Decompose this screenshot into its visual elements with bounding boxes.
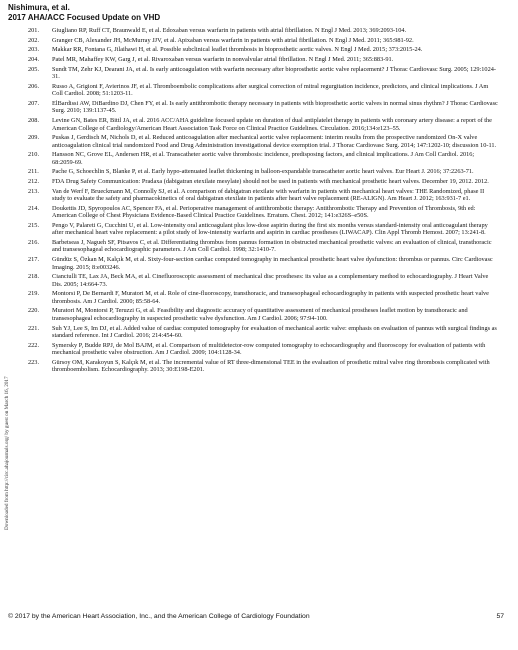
reference-item [28,66,498,81]
reference-item [28,46,498,53]
reference-text: Puskas J, Gerdisch M, Nichols D, et al. Reduced anticoagulation after mechanical aortic valve replacement: interim results from the prospective randomized On-X valve anticoagulation clinical trial randomized Food and Drug Administration investigational device exemption trial. J Thorac Cardiovasc Surg. 2014; 147:1202-10; discussion 10-11. [52,134,497,149]
reference-text: Patel MR, Mahaffey KW, Garg J, et al. Rivaroxaban versus warfarin in nonvalvular atrial fibrillation. N Engl J Med. 2011; 365:883-91. [52,56,394,64]
reference-number: 203. [28,46,40,54]
reference-number: 201. [28,27,40,34]
reference-item [28,307,498,322]
reference-item [28,117,498,132]
header-title: 2017 AHA/ACC Focused Update on VHD [8,13,161,22]
reference-item [28,342,498,357]
reference-item [28,239,498,254]
reference-number: 212. [28,178,40,186]
reference-text: FDA Drug Safety Communication: Pradaxa (dabigatran etexilate mesylate) should not be used in patients with mechanical prosthetic heart valves. December 19, 2012. 2012. [52,178,489,186]
reference-number: 217. [28,256,40,264]
reference-text: Hansson NC, Grove EL, Andersen HR, et al. Transcatheter aortic valve thrombosis: incidence, predisposing factors, and clinical implications. J Am Coll Cardiol. 2016; 68:2059-69. [52,151,475,166]
reference-text: Levine GN, Bates ER, Bittl JA, et al. 2016 ACC/AHA guideline focused update on duration of dual antiplatelet therapy in patients with coronary artery disease: a report of the American College of Cardiology/American Heart Association Task Force on Clinical Practice Guidelines. Circulation. 2016;134:e123–55. [52,117,492,132]
page-footer [8,613,504,620]
reference-item [28,37,498,44]
reference-number: 222. [28,341,40,349]
reference-text: Doukettis JD, Spyropoulos AC, Spencer FA, et al. Perioperative management of antithrombotic therapy: Antithrombotic Therapy and Prevention of Thrombosis, 9th ed: American College of Chest Physicians Evidence-Based Clinical Practice Guidelines. Erratum. Chest. 2012; 141:e326S–e50S. [52,204,476,220]
reference-item [28,56,498,63]
reference-item [28,178,498,185]
reference-item [28,27,498,34]
download-watermark [4,230,14,530]
reference-number: 214. [28,204,40,212]
reference-number: 202. [28,36,40,44]
reference-text: Gürsoy OM, Karakoyun S, Kalçık M, et al. The incremental value of RT three-dimensional TEE in the evaluation of prosthetic mitral valve ring thrombosis complicated with thromboembolism. Echocardiography. 2013; 30:E198-E201. [52,358,490,373]
reference-text: Suh YJ, Lee S, Im DJ, et al. Added value of cardiac computed tomography for evaluation of mechanical aortic valve: emphasis on evaluation of pannus with surgical findings as standard reference. Int J Cardiol. 2016; 214:454-60. [52,324,497,339]
reference-text: Russo A, Grigioni F, Avierinos JF, et al. Thromboembolic complications after surgical correction of mitral regurgitation incidence, predictors, and clinical implications. J Am Coll Cardiol. 2008; 51:1203-11. [52,83,489,98]
page-number: 57 [496,613,504,620]
reference-item [28,325,498,340]
reference-text: Sundt TM, Zehr KJ, Dearani JA, et al. Is early anticoagulation with warfarin necessary after bioprosthetic aortic valve replacement? J Thorac Cardiovasc Surg. 2005; 129:1024-31. [52,65,496,81]
footer-copyright: © 2017 by the American Heart Association, Inc., and the American College of Cardiology Foundation [8,613,310,620]
reference-item [28,168,498,175]
reference-number: 211. [28,168,39,176]
reference-number: 215. [28,222,40,230]
reference-number: 204. [28,56,40,64]
reference-number: 219. [28,290,40,298]
reference-list [28,27,498,376]
reference-number: 206. [28,83,40,91]
reference-text: Gündüz S, Özkan M, Kalçık M, et al. Sixty-four-section cardiac computed tomography in mechanical prosthetic heart valve dysfunction: thrombus or pannus. Circ Cardiovasc Imaging. 2015; 8:e003246. [52,256,493,271]
reference-text: Muratori M, Montorsi P, Teruzzi G, et al. Feasibility and diagnostic accuracy of quantitative assessment of mechanical prostheses leaflet motion by transthoracic and transesophageal echocardiography in suspected prosthetic valve dysfunction. Am J Cardiol. 2006; 97:94-100. [52,307,468,322]
reference-item [28,256,498,271]
reference-text: Giugliano RP, Ruff CT, Braunwald E, et al. Edoxaban versus warfarin in patients with atrial fibrillation. N Engl J Med. 2013; 369:2093-104. [52,27,407,34]
reference-item [28,134,498,149]
reference-item [28,83,498,98]
reference-text: Cianciulli TE, Lax JA, Beck MA, et al. Cinefluoroscopic assessment of mechanical disc prostheses: its value as a complementary method to echocardiography. J Heart Valve Dis. 2005; 14:664-73. [52,273,489,288]
reference-number: 208. [28,117,40,125]
download-note: Downloaded from http://circ.ahajournals.org/ by guest on March 16, 2017 [4,376,10,530]
reference-item [28,151,498,166]
reference-text: Van de Werf F, Brueckmann M, Connolly SJ, et al. A comparison of dabigatran etexilate with warfarin in patients with mechanical heart valves: THE Randomized, phase II study to evaluate the safety and pharmacokinetics of oral dabigatran etexilate in patients after heart valve replacement (RE-ALIGN). Am Heart J. 2012; 163:931-7 e1. [52,187,485,203]
reference-number: 220. [28,307,40,315]
reference-number: 209. [28,134,40,142]
running-header [8,3,160,23]
reference-text: ElBardissi AW, DiBardino DJ, Chen FY, et al. Is early antithrombotic therapy necessary in patients with bioprosthetic aortic valves in normal sinus rhythm? J Thorac Cardiovasc Surg. 2010; 139:1137-45. [52,100,498,115]
reference-number: 223. [28,358,40,366]
reference-text: Symersky P, Budde RPJ, de Mol BAJM, et al. Comparison of multidetector-row computed tomography to echocardiography and fluoroscopy for evaluation of patients with mechanical prosthetic valve obstruction. Am J Cardiol. 2009; 104:1128-34. [52,341,486,356]
reference-number: 205. [28,65,40,73]
header-authors: Nishimura, et al. [8,3,70,12]
reference-text: Pache G, Schoechlin S, Blanke P, et al. Early hypo-attenuated leaflet thickening in balloon-expandable transcatheter aortic heart valves. Eur Heart J. 2016; 37:2263-71. [52,168,474,176]
reference-item [28,359,498,374]
reference-number: 216. [28,239,40,247]
reference-item [28,273,498,288]
reference-item [28,188,498,203]
reference-item [28,100,498,115]
reference-number: 207. [28,100,40,108]
reference-number: 218. [28,273,40,281]
reference-text: Montorsi P, De Bernardi F, Muratori M, et al. Role of cine-fluoroscopy, transthoracic, and transesophageal echocardiography in patients with suspected prosthetic heart valve thrombosis. Am J Cardiol. 2000; 85:58-64. [52,290,489,305]
reference-text: Pengo V, Palareti G, Cucchini U, et al. Low-intensity oral anticoagulant plus low-dose aspirin during the first six months versus standard-intensity oral anticoagulant therapy after mechanical heart valve replacement: a pilot study of low-intensity warfarin and aspirin in cardiac prostheses (LIWACAP). Clin Appl Thromb Hemost. 2007; 13:241-8. [52,222,488,237]
reference-number: 213. [28,187,40,195]
reference-number: 221. [28,324,40,332]
reference-number: 210. [28,151,40,159]
reference-text: Granger CB, Alexander JH, McMurray JJV, et al. Apixaban versus warfarin in patients with atrial fibrillation. N Engl J Med. 2011; 365:981-92. [52,36,414,44]
reference-text: Barbetseas J, Nagueh SF, Pitsavos C, et al. Differentiating thrombus from pannus formation in obstructed mechanical prosthetic valves: an evaluation of clinical, transthoracic and transesophageal echocardiographic parameters. J Am Coll Cardiol. 1998; 32:1410-7. [52,239,492,254]
reference-text: Makkar RR, Fontana G, Jilaihawi H, et al. Possible subclinical leaflet thrombosis in bioprosthetic aortic valves. N Engl J Med. 2015; 373:2015-24. [52,46,423,54]
reference-item [28,205,498,220]
reference-item [28,290,498,305]
reference-item [28,222,498,237]
